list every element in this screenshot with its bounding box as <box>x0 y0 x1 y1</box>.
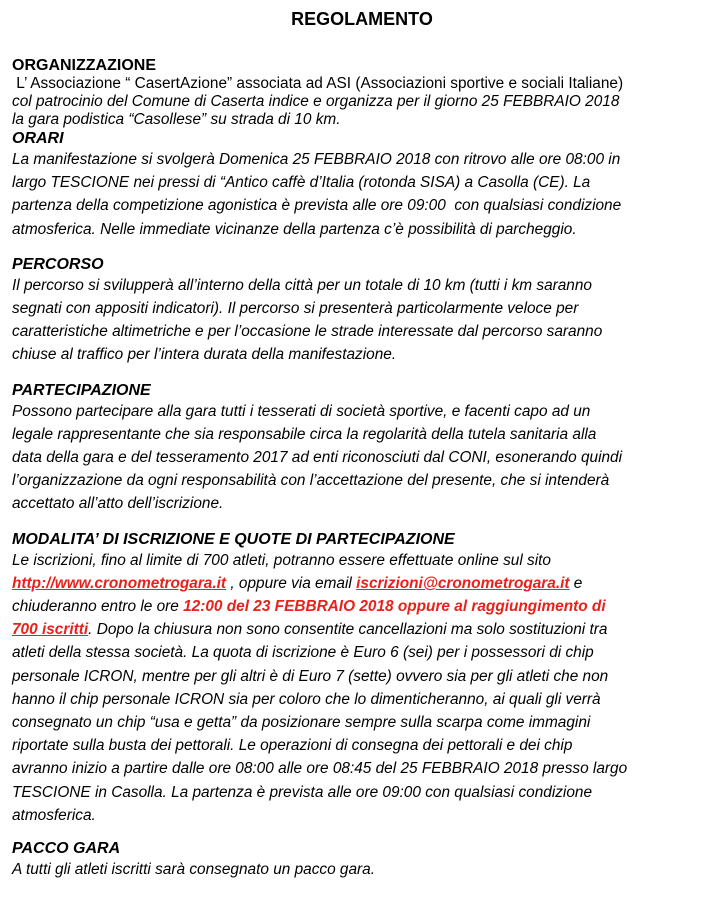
modalita-line: hanno il chip personale ICRON sia per coloro che lo dimenticheranno, ai quali gli verrà <box>12 690 601 708</box>
modalita-line-iscritti <box>12 618 712 641</box>
modalita-text: chiuderanno entro le ore <box>12 598 184 616</box>
modalita-line-deadline <box>12 595 712 618</box>
organizzazione-line: la gara podistica “Casollese” su strada di 10 km. <box>12 111 341 128</box>
organizzazione-line: col patrocinio del Comune di Caserta indice e organizza per il giorno 25 FEBBRAIO 2018 <box>12 93 620 110</box>
heading-organizzazione: ORGANIZZAZIONE <box>12 57 156 74</box>
site-link[interactable]: http://www.cronometrogara.it <box>12 574 227 592</box>
modalita-line-links <box>12 572 712 595</box>
iscritti-highlight: 700 iscritti <box>12 621 89 639</box>
partecipazione-line: Possono partecipare alla gara tutti i tesserati di società sportive, e facenti capo ad un <box>12 402 591 420</box>
modalita-line: atleti della stessa società. La quota di iscrizione è Euro 6 (sei) per i possessori di chip <box>12 644 594 662</box>
heading-pacco-gara: PACCO GARA <box>12 840 121 858</box>
modalita-line: Le iscrizioni, fino al limite di 700 atleti, potranno essere effettuate online sul sito <box>12 551 551 569</box>
modalita-line: consegnato un chip “usa e getta” da posizionare sempre sulla scarpa come immagini <box>12 714 591 732</box>
orari-line: atmosferica. Nelle immediate vicinanze della partenza c’è possibilità di parcheggio. <box>12 220 577 238</box>
modalita-line: riportate sulla busta dei pettorali. Le operazioni di consegna dei pettorali e dei chip <box>12 737 573 755</box>
percorso-line: Il percorso si svilupperà all’interno della città per un totale di 10 km (tutti i km saranno <box>12 276 592 294</box>
orari-line: partenza della competizione agonistica è prevista alle ore 09:00 con qualsiasi condizione <box>12 197 622 215</box>
partecipazione-line: data della gara e del tesseramento 2017 ad enti riconosciuti dal CONI, esonerando quindi <box>12 449 623 467</box>
document-title: REGOLAMENTO <box>291 9 433 29</box>
modalita-text: e <box>569 574 583 592</box>
organizzazione-line: L’ Associazione “ CasertAzione” associata ad ASI (Associazioni sportive e sociali Italiane) <box>12 75 624 92</box>
orari-line: largo TESCIONE nei pressi di “Antico caffè d’Italia (rotonda SISA) a Casolla (CE). La <box>12 174 591 192</box>
heading-percorso: PERCORSO <box>12 255 104 273</box>
pacco-line: A tutti gli atleti iscritti sarà consegnato un pacco gara. <box>12 861 376 879</box>
partecipazione-line: accettato all’atto dell’iscrizione. <box>12 495 224 513</box>
percorso-line: segnati con appositi indicatori). Il percorso si presenterà particolarmente veloce per <box>12 300 579 318</box>
partecipazione-line: l’organizzazione da ogni responsabilità con l’accettazione del presente, che si intenderà <box>12 472 610 490</box>
email-link[interactable]: iscrizioni@cronometrogara.it <box>356 574 570 592</box>
heading-orari: ORARI <box>12 130 64 147</box>
document-page <box>12 8 712 881</box>
heading-partecipazione: PARTECIPAZIONE <box>12 381 151 399</box>
modalita-line: avranno inizio a partire dalle ore 08:00 alle ore 08:45 del 25 FEBBRAIO 2018 presso largo <box>12 760 628 778</box>
modalita-text: , oppure via email <box>226 574 357 592</box>
modalita-line: TESCIONE in Casolla. La partenza è prevista alle ore 09:00 con qualsiasi condizione <box>12 783 593 801</box>
partecipazione-line: legale rappresentante che sia responsabile circa la regolarità della tutela sanitaria alla <box>12 425 597 443</box>
percorso-line: chiuse al traffico per l’intera durata della manifestazione. <box>12 346 397 364</box>
orari-line: La manifestazione si svolgerà Domenica 25 FEBBRAIO 2018 con ritrovo alle ore 08:00 in <box>12 151 621 168</box>
modalita-line: personale ICRON, mentre per gli altri è di Euro 7 (sette) ovvero sia per gli atleti che non <box>12 667 609 685</box>
percorso-line: caratteristiche altimetriche e per l’occasione le strade interessate dal percorso saranno <box>12 323 603 341</box>
modalita-line: atmosferica. <box>12 806 96 824</box>
modalita-text: . Dopo la chiusura non sono consentite cancellazioni ma solo sostituzioni tra <box>88 621 608 639</box>
deadline-highlight: 12:00 del 23 FEBBRAIO 2018 oppure al raggiungimento di <box>183 598 606 616</box>
heading-modalita: MODALITA’ DI ISCRIZIONE E QUOTE DI PARTECIPAZIONE <box>12 530 455 548</box>
